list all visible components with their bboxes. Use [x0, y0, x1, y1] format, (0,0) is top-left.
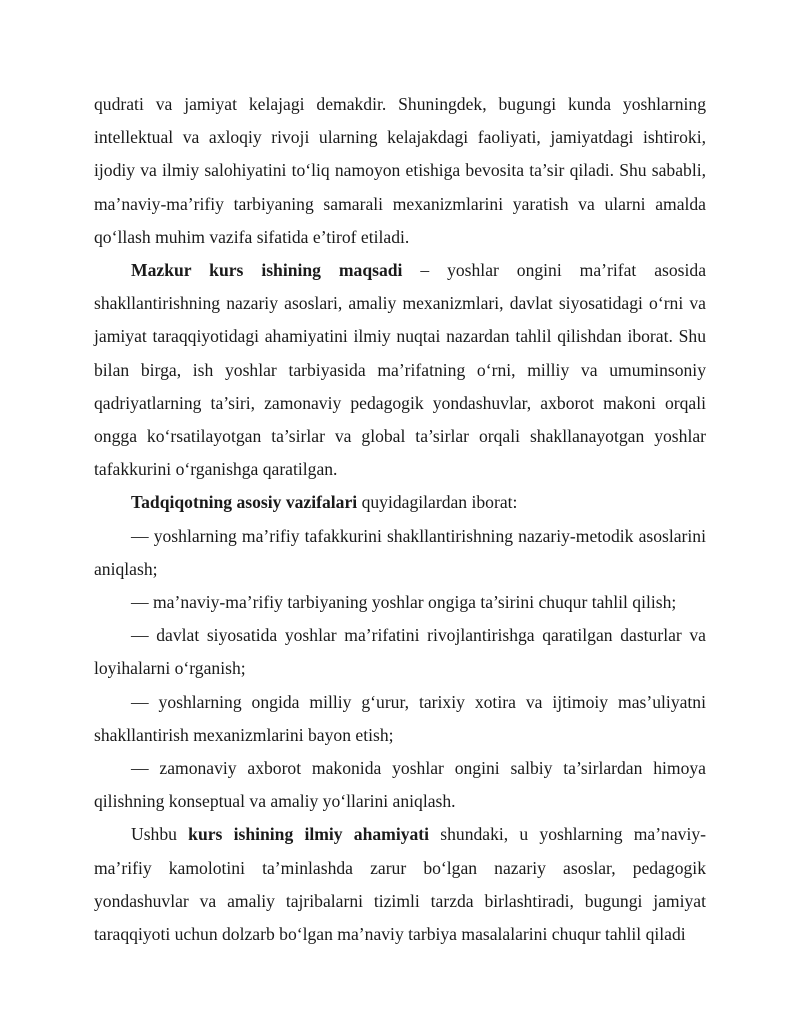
goal-text: – yoshlar ongini ma’rifat asosida shakllantirishning nazariy asoslari, amaliy mexanizmlari, davlat siyosatidagi o‘rni va jamiyat taraqqiyotidagi ahamiyatini ilmiy nuqtai nazardan tahlil qilishdan iborat. Shu bilan birga, ish yoshlar tarbiyasida ma’rifatning o‘rni, milliy va umuminsoniy qadriyatlarning ta’siri, zamonaviy pedagogik yondashuvlar, axborot makoni orqali ongga ko‘rsatilayotgan ta’sirlar va global ta’sirlar orqali shakllanayotgan yoshlar tafakkurini o‘rganishga qaratilgan.	[94, 260, 706, 480]
goal-heading: Mazkur kurs ishining maqsadi	[131, 260, 403, 281]
task-item: — yoshlarning ongida milliy g‘urur, tarixiy xotira va ijtimoiy mas’uliyatni shakllantirish mexanizmlarini bayon etish;	[94, 691, 706, 745]
paragraph-significance	[94, 818, 706, 951]
paragraph-intro: qudrati va jamiyat kelajagi demakdir. Shuningdek, bugungi kunda yoshlarning intellektual va axloqiy rivoji ularning kelajakdagi faoliyati, jamiyatdagi ishtiroki, ijodiy va ilmiy salohiyatini to‘liq namoyon etishiga bevosita ta’sir qiladi. Shu sababli, ma’naviy-ma’rifiy tarbiyaning samarali mexanizmlarini yaratish va ularni amalda qo‘llash muhim vazifa sifatida e’tirof etiladi.	[94, 94, 706, 247]
paragraph-tasks-intro	[94, 486, 706, 519]
task-item: — davlat siyosatida yoshlar ma’rifatini rivojlantirishga qaratilgan dasturlar va loyihalarni o‘rganish;	[94, 625, 706, 679]
tasks-heading: Tadqiqotning asosiy vazifalari	[131, 492, 358, 513]
task-item: — yoshlarning ma’rifiy tafakkurini shakllantirishning nazariy-metodik asoslarini aniqlash;	[94, 525, 706, 579]
significance-start: Ushbu	[131, 824, 189, 845]
task-item: — zamonaviy axborot makonida yoshlar ongini salbiy ta’sirlardan himoya qilishning konseptual va amaliy yo‘llarini aniqlash.	[94, 758, 706, 812]
task-item: — ma’naviy-ma’rifiy tarbiyaning yoshlar ongiga ta’sirini chuqur tahlil qilish;	[131, 592, 677, 613]
document-page	[94, 88, 706, 951]
significance-heading: kurs ishining ilmiy ahamiyati	[188, 824, 430, 845]
significance-text: shundaki, u yoshlarning ma’naviy-ma’rifiy kamolotini ta’minlashda zarur bo‘lgan nazariy asoslar, pedagogik yondashuvlar va amaliy tajribalarni tizimli tarzda birlashtiradi, bugungi jamiyat taraqqiyoti uchun dolzarb bo‘lgan ma’naviy tarbiya masalalarini chuqur tahlil qiladi	[94, 824, 706, 945]
paragraph-goal	[94, 254, 706, 486]
tasks-intro-text: quyidagilardan iborat:	[357, 492, 518, 513]
